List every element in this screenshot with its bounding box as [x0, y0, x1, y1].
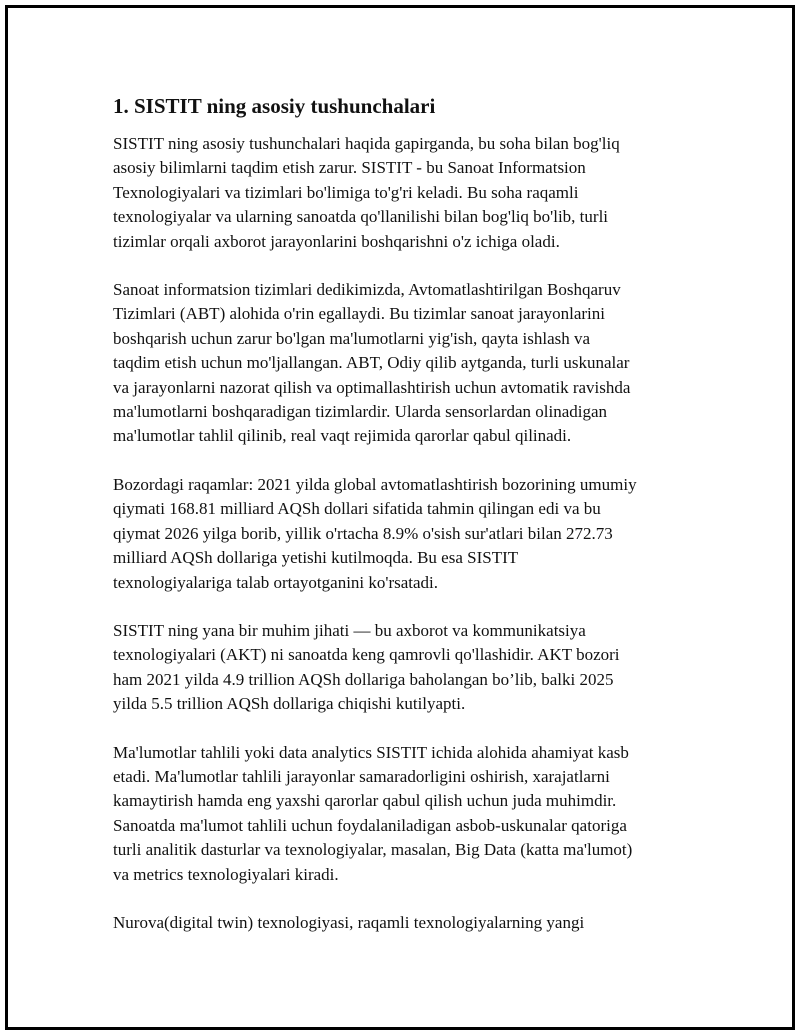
paragraph-intro: SISTIT ning asosiy tushunchalari haqida gapirganda, bu soha bilan bog'liq asosiy bilimlarni taqdim etish zarur. SISTIT - bu Sanoat Informatsion Texnologiyalari va tizimlari bo'limiga to'g'ri keladi. Bu soha raqamli texnologiyalar va ularning sanoatda qo'llanilishi bilan bog'liq bo'lib, turli tizimlar orqali axborot jarayonlarini boshqarishni o'z ichiga oladi. — [113, 134, 620, 251]
document-body — [113, 92, 693, 959]
paragraph-akt: SISTIT ning yana bir muhim jihati — bu axborot va kommunikatsiya texnologiyalari (AKT) ni sanoatda keng qamrovli qo'llashidir. AKT bozori ham 2021 yilda 4.9 trillion AQSh dollariga baholangan bo’lib, balki 2025 yilda 5.5 trillion AQSh dollariga chiqishi kutilyapti. — [113, 620, 620, 714]
section-heading: 1. SISTIT ning asosiy tushunchalari — [113, 94, 436, 118]
paragraph-digital-twin: Nurova(digital twin) texnologiyasi, raqamli texnologiyalarning yangi — [113, 912, 585, 932]
paragraph-abt: Sanoat informatsion tizimlari dedikimizda, Avtomatlashtirilgan Boshqaruv Tizimlari (ABT) alohida o'rin egallaydi. Bu tizimlar sanoat jarayonlarini boshqarish uchun zarur bo'lgan ma'lumotlarni yig'ish, qayta ishlash va taqdim etish uchun mo'ljallangan. ABT, Odiy qilib aytganda, turli uskunalar va jarayonlarni nazorat qilish va optimallashtirish uchun avtomatik ravishda ma'lumotlarni boshqaradigan tizimlardir. Ularda sensorlardan olinadigan ma'lumotlar tahlil qilinib, real vaqt rejimida qarorlar qabul qilinadi. — [113, 280, 631, 446]
paragraph-market: Bozordagi raqamlar: 2021 yilda global avtomatlashtirish bozorining umumiy qiymati 168.81 milliard AQSh dollari sifatida tahmin qilingan edi va bu qiymat 2026 yilga borib, yillik o'rtacha 8.9% o'sish sur'atlari bilan 272.73 milliard AQSh dollariga yetishi kutilmoqda. Bu esa SISTIT texnologiyalariga talab ortayotganini ko'rsatadi. — [113, 474, 637, 592]
paragraph-data-analytics: Ma'lumotlar tahlili yoki data analytics SISTIT ichida alohida ahamiyat kasb etadi. Ma'lumotlar tahlili jarayonlar samaradorligini oshirish, xarajatlarni kamaytirish hamda eng yaxshi qarorlar qabul qilish uchun juda muhimdir. Sanoatda ma'lumot tahlili uchun foydalaniladigan asbob-uskunalar qatoriga turli analitik dasturlar va texnologiyalar, masalan, Big Data (katta ma'lumot) va metrics texnologiyalari kiradi. — [113, 742, 633, 884]
